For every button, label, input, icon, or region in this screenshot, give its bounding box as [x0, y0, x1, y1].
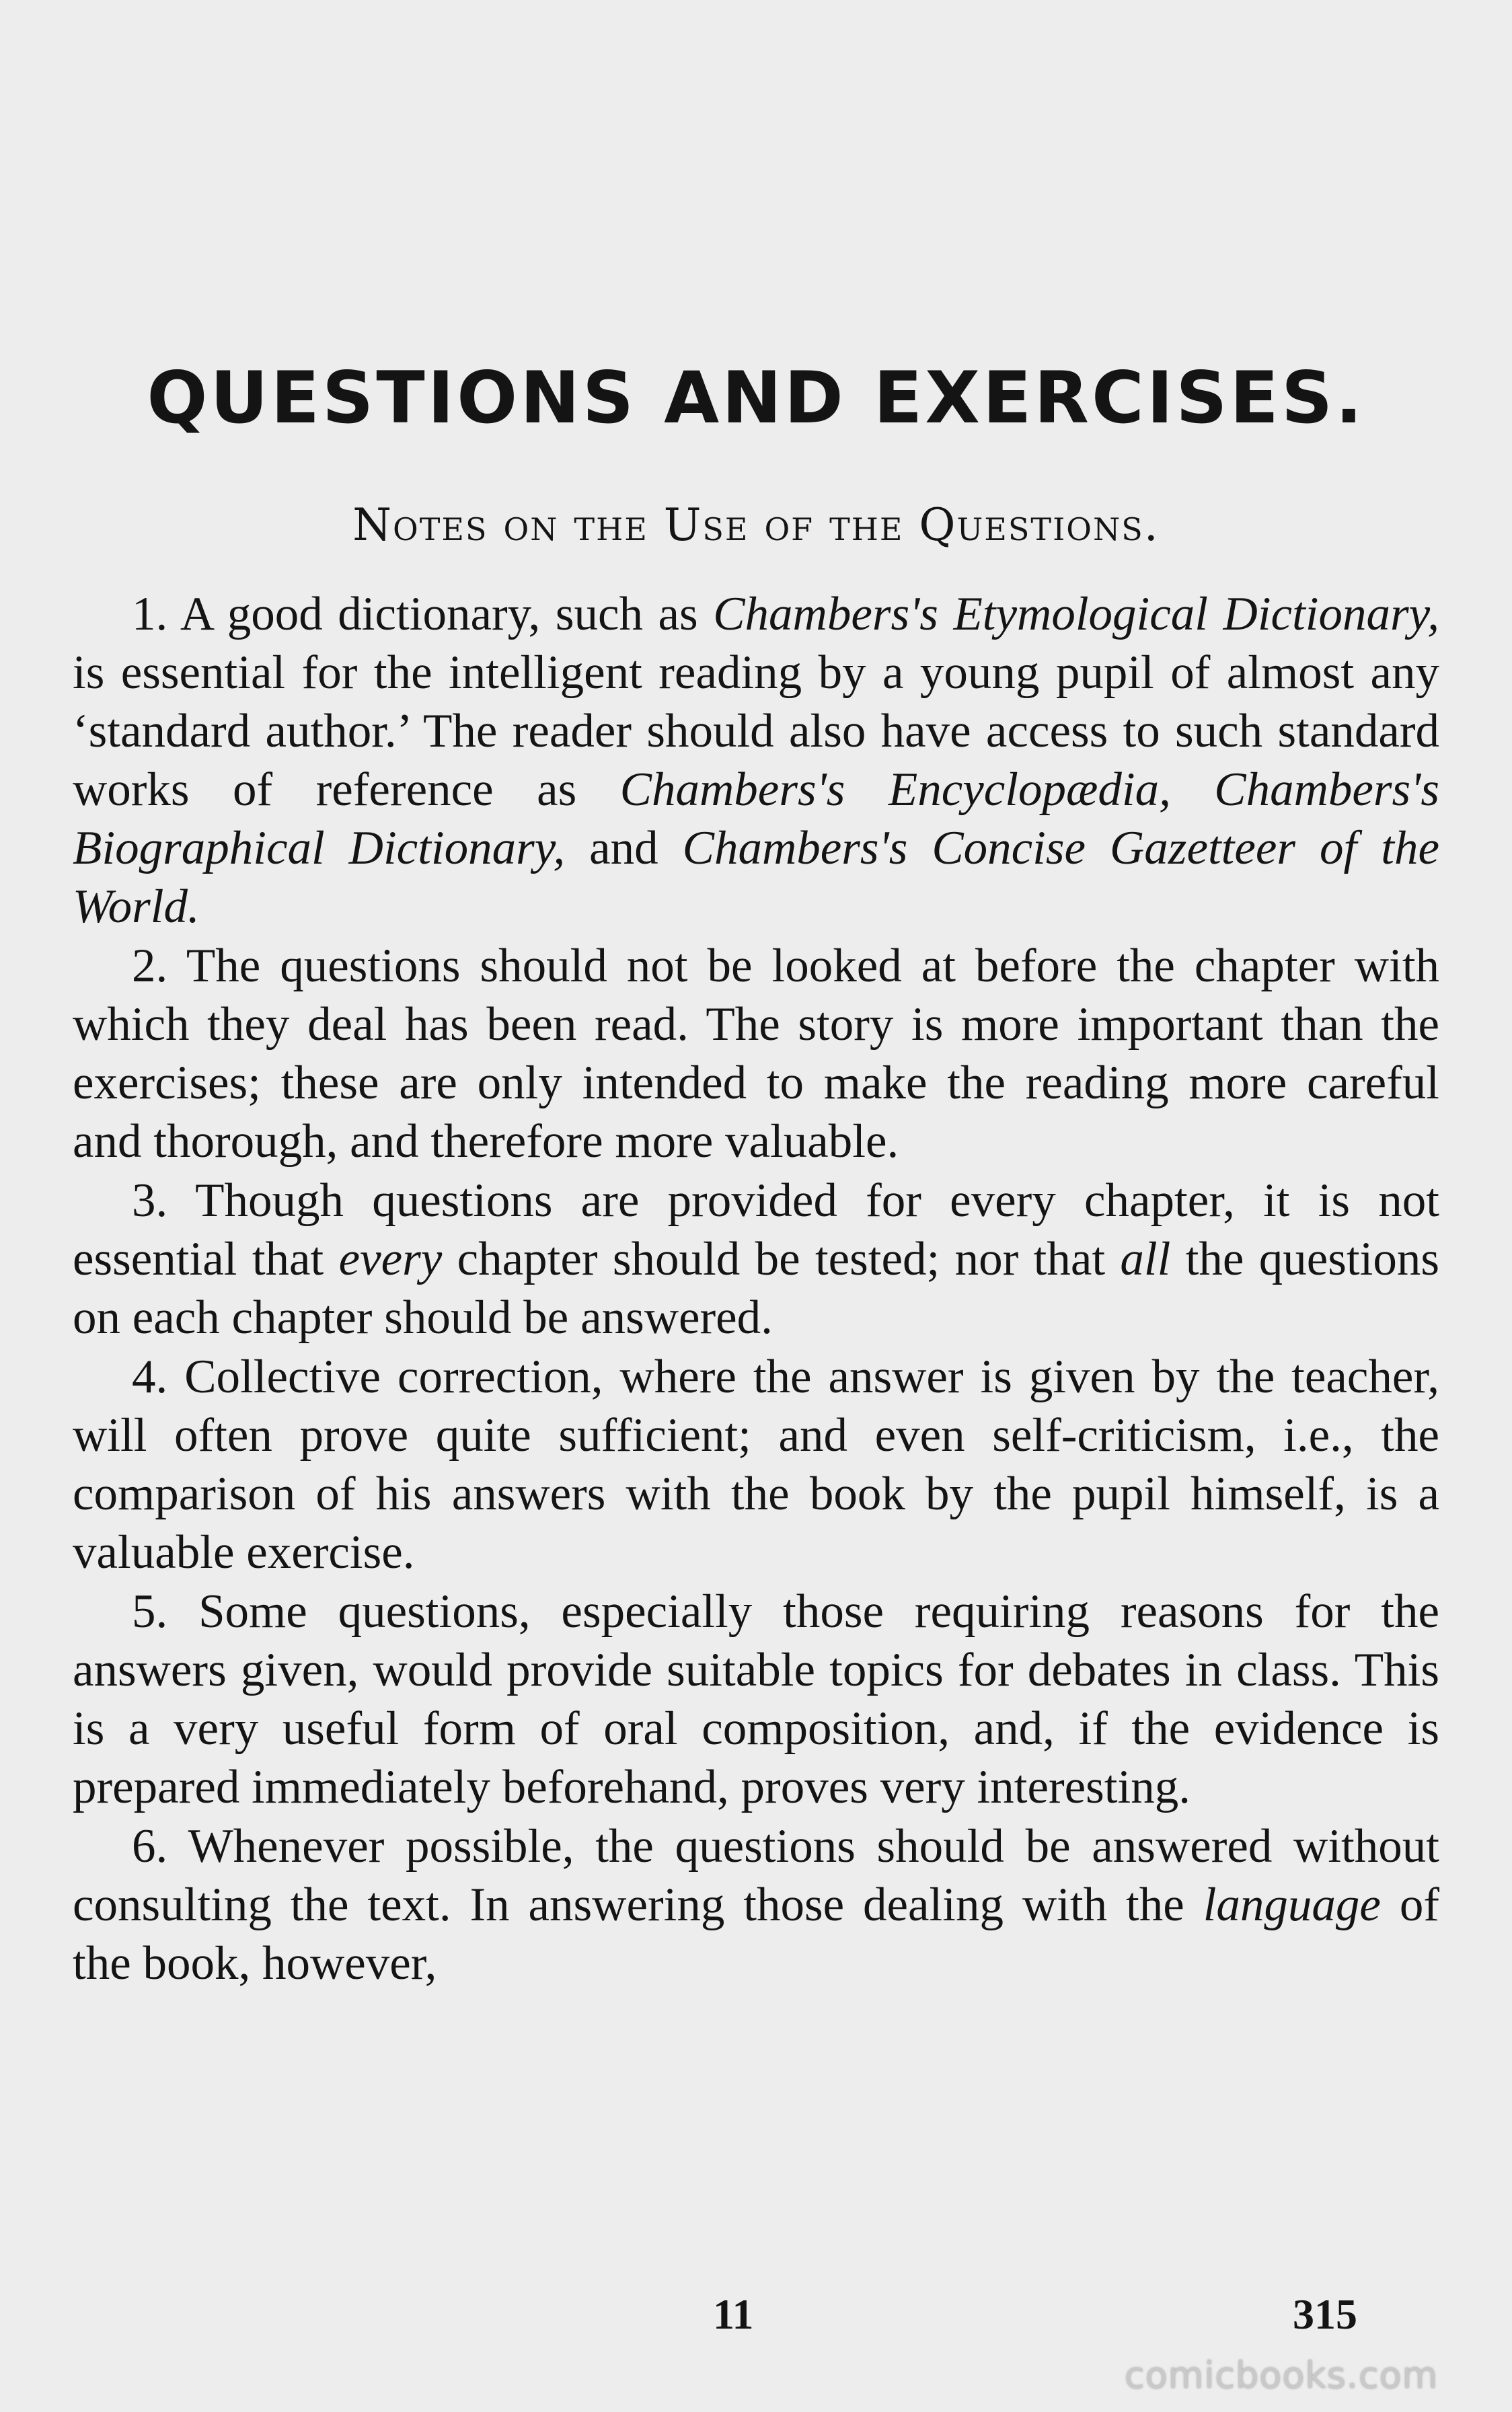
page-title: QUESTIONS AND EXERCISES. — [147, 356, 1365, 439]
body-text — [73, 585, 1439, 1994]
paragraph-1-italic-title: Chambers's Concise Gazetteer of the World. — [73, 822, 1439, 933]
paragraph-6-text: of the book, however, — [73, 1879, 1439, 1990]
page-number: 315 — [1293, 2290, 1357, 2338]
paragraph-5: 5. Some questions, especially those requiring reasons for the answers given, would provide suitable topics for debates in class. This is a very useful form of oral composition, and, if the evidence is prepared immediately beforehand, proves very interesting. — [73, 1585, 1439, 1813]
paragraph-3-text: chapter should be tested; nor that — [442, 1233, 1121, 1285]
paragraph-3 — [73, 1172, 1439, 1347]
paragraph-1-text: is essential for the intelligent reading by a young pupil of almost any ‘standard author.’ The reader should also have access to such standard works of reference as — [73, 646, 1439, 816]
paragraph-1-text: and — [565, 822, 683, 874]
paragraph-2: 2. The questions should not be looked at before the chapter with which they deal has been read. The story is more important than the exercises; these are only intended to make the reading more careful and thorough, and therefore more valuable. — [73, 940, 1439, 1168]
paragraph-4: 4. Collective correction, where the answer is given by the teacher, will often prove quite sufficient; and even self-criticism, i.e., the comparison of his answers with the book by the pupil himself, is a valuable exercise. — [73, 1351, 1439, 1579]
paragraph-1 — [73, 585, 1439, 936]
paragraph-3-emphasis: all — [1120, 1233, 1171, 1285]
paragraph-3-text: 3. Though questions are provided for every chapter, it is not essential that — [73, 1174, 1439, 1285]
watermark: comicbooks.com — [1125, 2354, 1439, 2397]
paragraph-6-emphasis: language — [1203, 1879, 1381, 1931]
paragraph-3-text: the questions on each chapter should be answered. — [73, 1233, 1439, 1344]
paragraph-6-text: 6. Whenever possible, the questions should be answered without consulting the text. In answering those dealing with the — [73, 1820, 1439, 1931]
paragraph-1-italic-title: Chambers's Encyclopædia, Chambers's Biographical Dictionary, — [73, 763, 1439, 874]
section-subtitle: Notes on the Use of the Questions. — [352, 499, 1160, 551]
paragraph-1-text: 1. A good dictionary, such as — [132, 588, 714, 640]
paragraph-3-emphasis: every — [338, 1233, 443, 1285]
signature-mark: 11 — [713, 2290, 754, 2338]
paragraph-6 — [73, 1817, 1439, 1993]
paragraph-1-italic-title: Chambers's Etymological Dictionary, — [713, 588, 1439, 640]
